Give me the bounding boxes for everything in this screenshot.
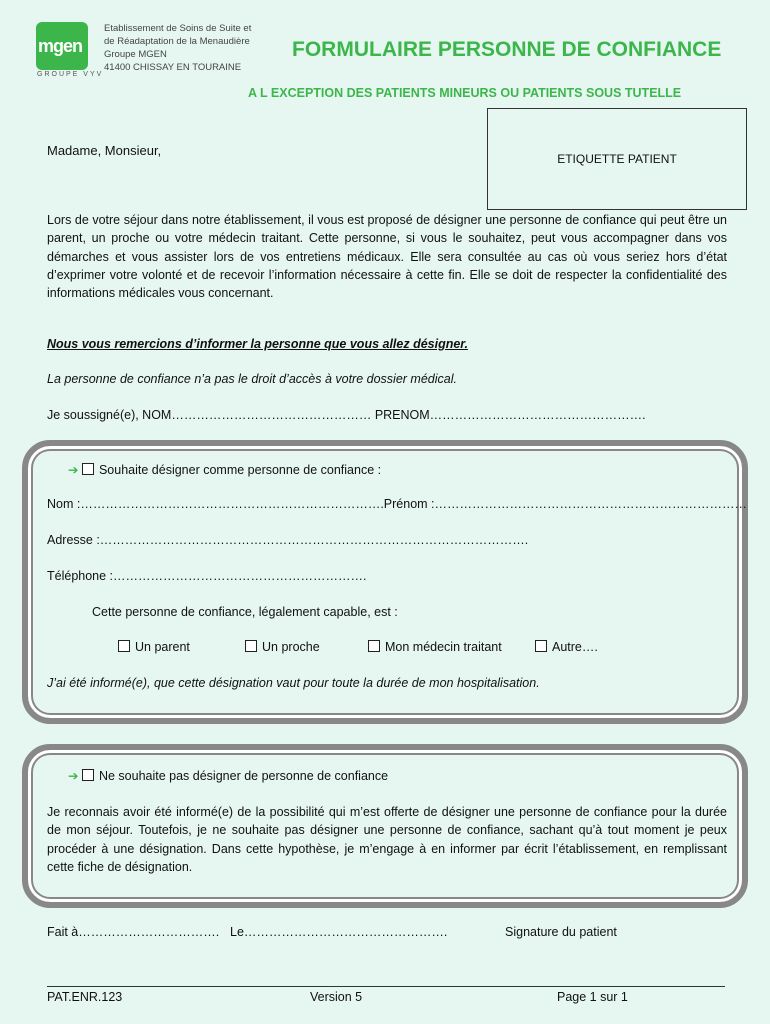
remerciement-text: Nous vous remercions d’informer la personne que vous allez désigner. [47, 337, 468, 351]
establishment-line: 41400 CHISSAY EN TOURAINE [104, 62, 242, 73]
arrow-right-icon: ➔ [68, 769, 79, 783]
choice-medecin[interactable] [368, 640, 502, 654]
footer-ref: PAT.ENR.123 [47, 990, 123, 1004]
checkbox-autre[interactable] [535, 640, 547, 652]
option-no-label: Ne souhaite pas désigner de personne de confiance [98, 769, 389, 783]
establishment-line: Groupe MGEN [104, 49, 167, 60]
arrow-right-icon: ➔ [68, 463, 79, 477]
checkbox-designate[interactable] [82, 463, 94, 475]
footer-divider [47, 986, 725, 987]
establishment-address [104, 22, 280, 74]
choice-label: Autre…. [552, 640, 598, 654]
choice-autre[interactable] [535, 640, 598, 654]
signature-label: Signature du patient [505, 925, 617, 939]
choice-label: Mon médecin traitant [385, 640, 502, 654]
informe-text: J’ai été informé(e), que cette désignation vaut pour toute la durée de mon hospitalisation. [47, 676, 540, 690]
greeting: Madame, Monsieur, [47, 143, 162, 158]
form-subtitle: A L EXCEPTION DES PATIENTS MINEURS OU PATIENTS SOUS TUTELLE [248, 86, 682, 100]
option-yes-label: Souhaite désigner comme personne de confiance : [98, 463, 382, 477]
fait-a-field[interactable]: Fait à……………………………. [47, 925, 220, 939]
choice-parent[interactable] [118, 640, 190, 654]
choice-proche[interactable] [245, 640, 320, 654]
refuse-paragraph: Je reconnais avoir été informé(e) de la possibilité qui m’est offerte de désigner une personne de confiance pour la durée de mon séjour. Toutefois, je ne souhaite pas désigner une personne de confiance, sachant qu’à tout moment je peux procéder à une désignation. Dans cette hypothèse, je m’engage à en informer par écrit l’établissement, en remplissant cette fiche de désignation. [47, 805, 727, 874]
nom-prenom-field[interactable]: Nom :……………………………………………………………….Prénom :………………………………………………………………… [47, 497, 748, 511]
option-yes-row[interactable] [68, 462, 381, 477]
adresse-field[interactable]: Adresse :…………………………………………………………………………………………. [47, 533, 529, 547]
checkbox-refuse[interactable] [82, 769, 94, 781]
soussigne-field[interactable]: Je soussigné(e), NOM………………………………………… PRENOM……………………………………………. [47, 408, 646, 422]
checkbox-parent[interactable] [118, 640, 130, 652]
checkbox-proche[interactable] [245, 640, 257, 652]
acces-text: La personne de confiance n’a pas le droit d’accès à votre dossier médical. [47, 372, 457, 386]
establishment-line: de Réadaptation de la Menaudière [104, 36, 250, 47]
logo-sub: GROUPE VYV [37, 71, 104, 78]
patient-label-text: ETIQUETTE PATIENT [557, 152, 677, 166]
establishment-line: Etablissement de Soins de Suite et [104, 23, 252, 34]
option-no-row[interactable] [68, 768, 388, 783]
form-title: FORMULAIRE PERSONNE DE CONFIANCE [292, 38, 722, 61]
choice-label: Un parent [135, 640, 190, 654]
choice-label: Un proche [262, 640, 320, 654]
capable-text: Cette personne de confiance, légalement capable, est : [92, 605, 398, 619]
intro-paragraph: Lors de votre séjour dans notre établissement, il vous est proposé de désigner une personne de confiance qui peut être un parent, un proche ou votre médecin traitant. Cette personne, si vous le souhaitez, peut vous accompagner dans vos démarches et vous assister lors de vos entretiens médicaux. Elle sera consultée au cas où vous seriez hors d’état d’exprimer votre volonté et de recevoir l’information nécessaire à cette fin. Elle se doit de respecter la confidentialité des informations médicales vous concernant. [47, 213, 727, 301]
date-field[interactable]: Le…………………………………………. [230, 925, 448, 939]
telephone-field[interactable]: Téléphone :……………………………………………………. [47, 569, 367, 583]
logo-text: mgen [38, 36, 83, 56]
footer-page: Page 1 sur 1 [557, 990, 628, 1004]
checkbox-medecin[interactable] [368, 640, 380, 652]
footer-version: Version 5 [310, 990, 363, 1004]
